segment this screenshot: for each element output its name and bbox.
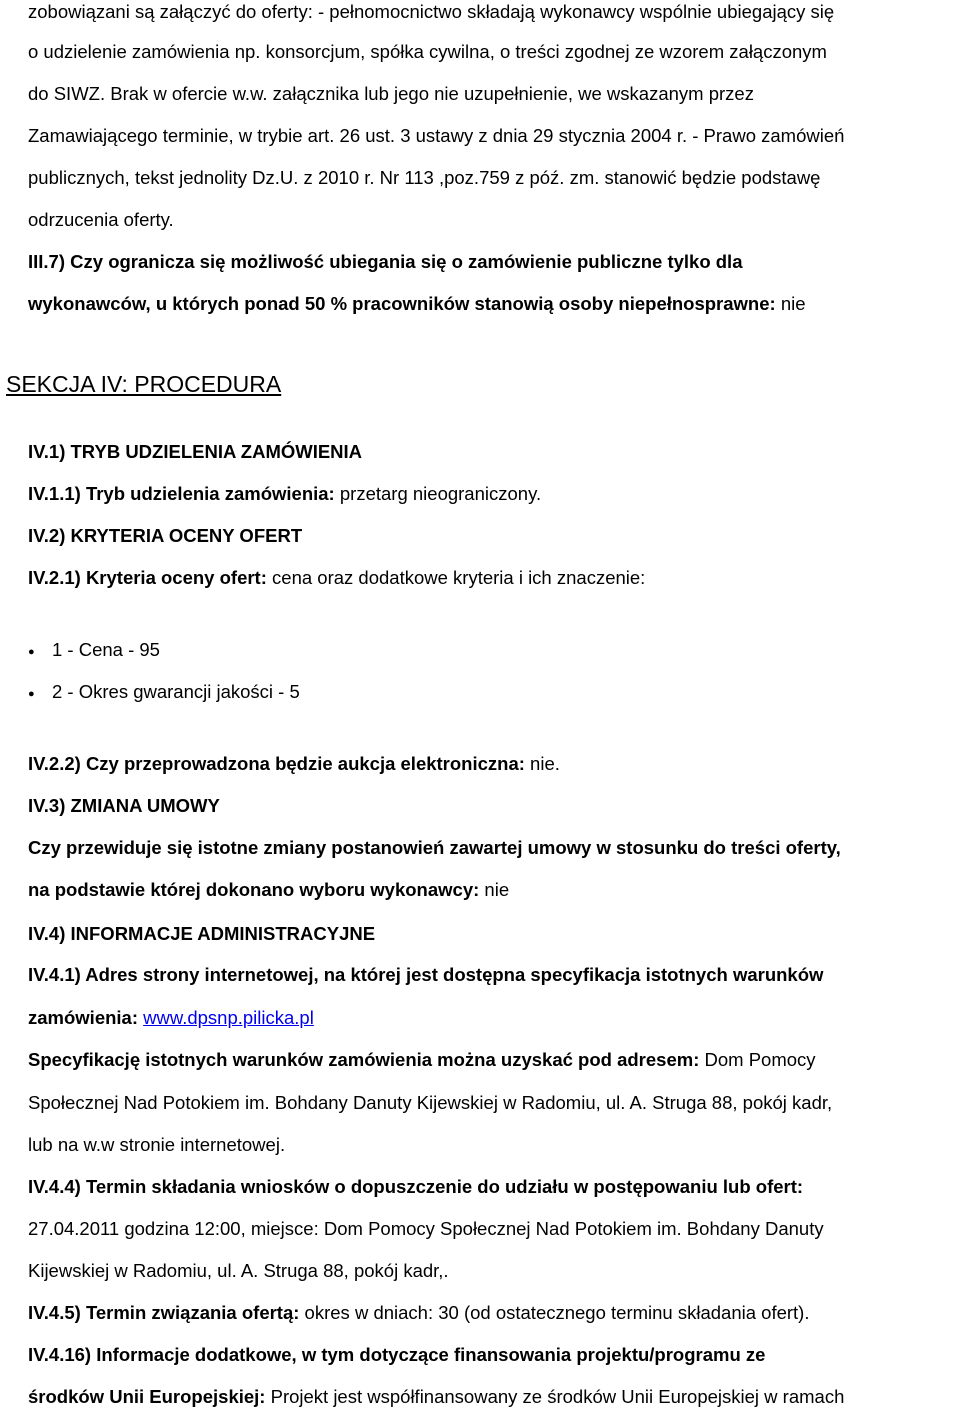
iv4-5-line	[28, 1301, 809, 1325]
iii7-question-line-2	[28, 292, 806, 316]
iv4-4-label: IV.4.4) Termin składania wniosków o dopuszczenie do udziału w postępowaniu lub ofert:	[28, 1176, 804, 1197]
iv2-1-label: IV.2.1) Kryteria oceny ofert:	[28, 567, 267, 588]
iv4-heading: IV.4) INFORMACJE ADMINISTRACYJNE	[28, 923, 376, 944]
intro-line-5: publicznych, tekst jednolity Dz.U. z 2010 r. Nr 113 ,poz.759 z póź. zm. stanowić będzie podstawę	[28, 167, 821, 188]
intro-line-2: o udzielenie zamówienia np. konsorcjum, spółka cywilna, o treści zgodnej ze wzorem załączonym	[28, 41, 827, 62]
criteria-item: 2 - Okres gwarancji jakości - 5	[52, 681, 300, 702]
iv3-question-line-1: Czy przewiduje się istotne zmiany postanowień zawartej umowy w stosunku do treści oferty,	[28, 837, 841, 858]
iv4-1-line-2	[28, 1006, 314, 1030]
iv3-heading: IV.3) ZMIANA UMOWY	[28, 795, 220, 816]
iv1-1-label: IV.1.1) Tryb udzielenia zamówienia:	[28, 483, 335, 504]
intro-line-4: Zamawiającego terminie, w trybie art. 26 ust. 3 ustawy z dnia 29 stycznia 2004 r. - Prawo zamówień	[28, 125, 845, 146]
iv4-5-value: okres w dniach: 30 (od ostatecznego terminu składania ofert).	[299, 1302, 810, 1323]
iv1-heading: IV.1) TRYB UDZIELENIA ZAMÓWIENIA	[28, 441, 363, 462]
iv2-2-value: nie.	[524, 753, 560, 774]
iii7-question-text: wykonawców, u których ponad 50 % pracowników stanowią osoby niepełnosprawne:	[28, 293, 776, 314]
iv1-1-line	[28, 482, 541, 506]
iv2-2-line	[28, 752, 560, 776]
bullet-icon: ●	[28, 688, 35, 700]
specification-website-link[interactable]: www.dpsnp.pilicka.pl	[143, 1007, 314, 1028]
iv1-1-value: przetarg nieograniczony.	[334, 483, 542, 504]
iv2-heading: IV.2) KRYTERIA OCENY OFERT	[28, 525, 303, 546]
intro-line-1: zobowiązani są załączyć do oferty: - pełnomocnictwo składają wykonawcy wspólnie ubiegający się	[28, 1, 835, 22]
siwz-line-3: lub na w.w stronie internetowej.	[28, 1134, 286, 1155]
iv4-16-value: Projekt jest współfinansowany ze środków Unii Europejskiej w ramach	[265, 1386, 845, 1407]
criteria-item: 1 - Cena - 95	[52, 639, 160, 660]
siwz-line-2: Społecznej Nad Potokiem im. Bohdany Danuty Kijewskiej w Radomiu, ul. A. Struga 88, pokój kadr,	[28, 1092, 833, 1113]
iii7-question-line-1: III.7) Czy ogranicza się możliwość ubiegania się o zamówienie publiczne tylko dla	[28, 251, 743, 272]
section-title: SEKCJA IV: PROCEDURA	[6, 371, 282, 397]
iv3-answer: nie	[479, 879, 510, 900]
iv4-4-value-line-2: Kijewskiej w Radomiu, ul. A. Struga 88, pokój kadr,.	[28, 1260, 449, 1281]
iv2-1-value: cena oraz dodatkowe kryteria i ich znaczenie:	[266, 567, 646, 588]
iv3-question-line-2	[28, 878, 509, 902]
iv4-16-line-1: IV.4.16) Informacje dodatkowe, w tym dotyczące finansowania projektu/programu ze	[28, 1344, 766, 1365]
iv2-2-label: IV.2.2) Czy przeprowadzona będzie aukcja elektroniczna:	[28, 753, 525, 774]
iv4-16-line-2	[28, 1385, 844, 1409]
siwz-value: Dom Pomocy	[699, 1049, 816, 1070]
bullet-icon: ●	[28, 646, 35, 658]
iv2-1-line	[28, 566, 645, 590]
iv4-5-label: IV.4.5) Termin związania ofertą:	[28, 1302, 300, 1323]
iv3-question-text: na podstawie której dokonano wyboru wykonawcy:	[28, 879, 480, 900]
siwz-line-1	[28, 1048, 816, 1072]
iv4-1-label: zamówienia:	[28, 1007, 138, 1028]
iii7-answer: nie	[775, 293, 806, 314]
iv4-1-line-1: IV.4.1) Adres strony internetowej, na której jest dostępna specyfikacja istotnych warunków	[28, 964, 824, 985]
siwz-label: Specyfikację istotnych warunków zamówienia można uzyskać pod adresem:	[28, 1049, 700, 1070]
iv4-16-label: środków Unii Europejskiej:	[28, 1386, 266, 1407]
iv4-4-value-line-1: 27.04.2011 godzina 12:00, miejsce: Dom Pomocy Społecznej Nad Potokiem im. Bohdany Danuty	[28, 1218, 824, 1239]
intro-line-6: odrzucenia oferty.	[28, 209, 174, 230]
intro-line-3: do SIWZ. Brak w ofercie w.w. załącznika lub jego nie uzupełnienie, we wskazanym przez	[28, 83, 754, 104]
